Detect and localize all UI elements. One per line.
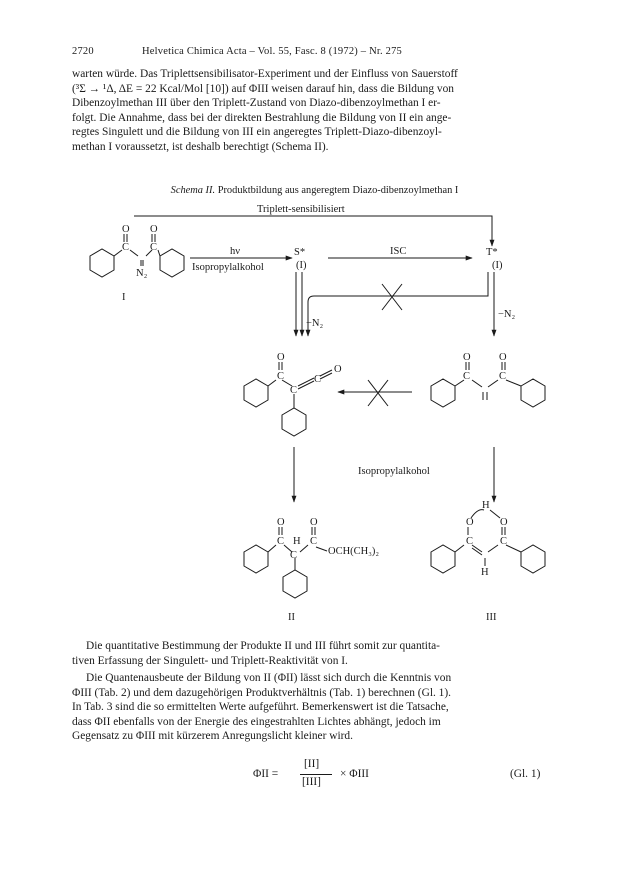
equation-times: × ΦIII [340, 768, 369, 780]
atom-c: C [277, 371, 285, 382]
atom-c: C [466, 536, 474, 547]
equation-label: (Gl. 1) [510, 768, 541, 780]
scheme-caption [0, 185, 629, 196]
atom-o: O [122, 224, 130, 235]
compound-III-structure [431, 510, 545, 573]
benzene-ring [244, 545, 268, 573]
benzene-ring [244, 379, 268, 407]
atom-c: C [314, 374, 322, 385]
atom-c: C [499, 371, 507, 382]
carbene-structure [431, 362, 545, 407]
atom-c: C [277, 536, 285, 547]
scheme-caption-text: Produktbildung aus angeregtem Diazo-dibenzoylmethan I [217, 185, 459, 196]
text-line: In Tab. 3 sind die so ermittelten Werte aufgeführt. Bemerkenswert ist die Tatsache, [72, 701, 449, 713]
atom-o: O [310, 517, 318, 528]
s-ref: (I) [296, 260, 307, 271]
reaction-scheme [62, 202, 562, 632]
atom-c: C [310, 536, 318, 547]
atom-c: C [463, 371, 471, 382]
text-line: dass ΦII ebenfalls von der Energie des eingestrahlten Lichtes abhängt, jedoch im [72, 715, 441, 728]
fraction-bar [300, 774, 332, 775]
atom-n2: N₂ [136, 268, 148, 279]
text-line: tiven Erfassung der Singulett- und Triplett-Reaktivität von I. [72, 654, 348, 667]
benzene-ring [521, 545, 545, 573]
solvent-label: Isopropylalkohol [192, 262, 264, 273]
triplett-arrow [134, 216, 492, 246]
equation-gl-1 [0, 758, 629, 790]
paragraph-1 [72, 67, 559, 154]
s-state: S* [294, 247, 306, 258]
compound-II-label: II [288, 612, 295, 623]
minus-n2-left: −N₂ [306, 318, 324, 329]
text-line: warten würde. Das Triplettsensibilisator-Experiment und der Einfluss von Sauerstoff [72, 68, 458, 80]
benzene-ring [90, 249, 114, 277]
text-line: Die Quantenausbeute der Bildung von II (ΦII) lässt sich durch die Kenntnis von [86, 672, 452, 684]
atom-o: O [277, 352, 285, 363]
benzene-ring [160, 249, 184, 277]
compound-III-label: III [486, 612, 497, 623]
t-ref: (I) [492, 260, 503, 271]
atom-o: O [466, 517, 474, 528]
text-line: folgt. Die Annahme, dass bei der direkten Bestrahlung die Bildung von II ein ange- [72, 111, 452, 124]
minus-n2-right: −N₂ [498, 309, 516, 320]
atom-c: C [290, 550, 298, 561]
atom-c: C [500, 536, 508, 547]
running-title: Helvetica Chimica Acta – Vol. 55, Fasc. 8 (1972) – Nr. 275 [142, 46, 402, 57]
hv-label: hν [230, 246, 240, 257]
solvent-label-2: Isopropylalkohol [358, 466, 430, 477]
equation-numerator: [II] [304, 758, 320, 770]
text-line: ΦIII (Tab. 2) und dem dazugehörigen Produktverhältnis (Tab. 1) berechnen (Gl. 1). [72, 686, 452, 699]
benzene-ring [282, 408, 306, 436]
text-line: regtes Singulett und die Bildung von III ein angeregtes Triplett-Diazo-dibenzoyl- [72, 126, 442, 138]
atom-c: C [150, 242, 158, 253]
triplett-label: Triplett-sensibilisiert [257, 204, 345, 215]
atom-h: H [482, 500, 490, 511]
atom-c: C [122, 242, 130, 253]
atom-h: H [293, 536, 301, 547]
atom-o: O [277, 517, 285, 528]
ester-group: OCH(CH₃)₂ [328, 546, 380, 557]
text-line: methan I voraussetzt, ist deshalb berechtigt (Schema II). [72, 140, 329, 153]
atom-o: O [500, 517, 508, 528]
scheme-caption-label: Schema II. [170, 185, 216, 196]
benzene-ring [431, 379, 455, 407]
atom-h: H [481, 567, 489, 578]
benzene-ring [283, 570, 307, 598]
paragraph-2 [72, 639, 559, 668]
text-line: Gegensatz zu ΦIII mit kürzerem Anregungslicht kleiner wird. [72, 730, 353, 742]
equation-lhs: ΦII = [253, 768, 279, 780]
compound-I-label: I [122, 292, 126, 303]
benzene-ring [431, 545, 455, 573]
atom-c: C [290, 385, 298, 396]
isc-label: ISC [390, 246, 407, 257]
text-line: Die quantitative Bestimmung der Produkte II und III führt somit zur quantita- [86, 640, 440, 652]
atom-o: O [150, 224, 158, 235]
page-number: 2720 [72, 46, 94, 57]
text-line: Dibenzoylmethan III über den Triplett-Zustand von Diazo-dibenzoylmethan I er- [72, 97, 441, 109]
text-line: (³Σ → ¹Δ, ΔE = 22 Kcal/Mol [10]) auf ΦIII weisen darauf hin, dass die Bildung von [72, 82, 454, 95]
equation-denominator: [III] [302, 776, 321, 788]
t-state: T* [486, 247, 498, 258]
atom-o: O [463, 352, 471, 363]
paragraph-3 [72, 671, 559, 744]
benzene-ring [521, 379, 545, 407]
atom-o: O [499, 352, 507, 363]
atom-o: O [334, 364, 342, 375]
